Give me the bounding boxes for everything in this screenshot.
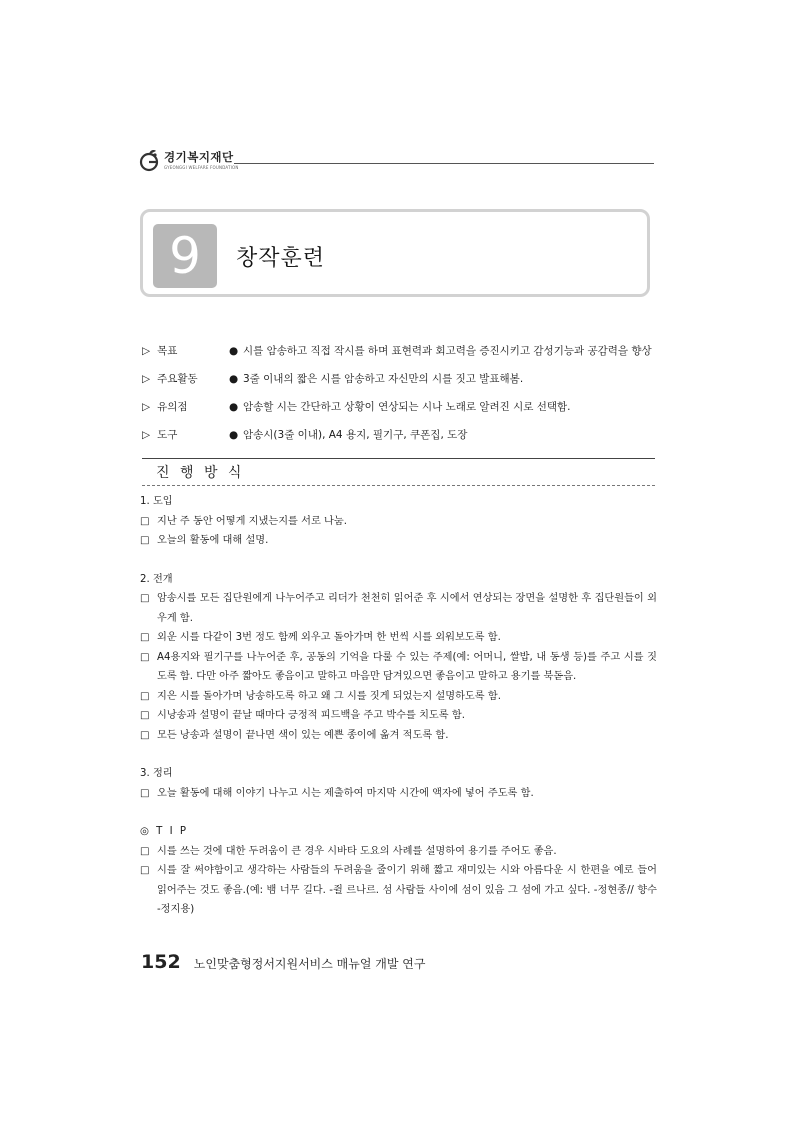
- section-dashed-rule: [142, 485, 655, 486]
- section-title: 진 행 방 식: [156, 465, 245, 481]
- triangle-marker-icon: ▷: [142, 401, 151, 413]
- list-item: □ 지은 시를 돌아가며 낭송하도록 하고 왜 그 시를 짓게 되었는지 설명하도록 함.: [140, 687, 657, 707]
- triangle-marker-icon: ▷: [142, 345, 151, 357]
- page-number: 152: [141, 951, 181, 973]
- checkbox-icon: □: [140, 865, 150, 876]
- chapter-title: 창작훈련: [236, 246, 326, 271]
- book-title: 노인맞춤형정서지원서비스 매뉴얼 개발 연구: [193, 957, 426, 971]
- checkbox-icon: □: [140, 515, 150, 527]
- bullet-icon: ●: [229, 345, 239, 357]
- checkbox-icon: □: [140, 535, 150, 546]
- summary-label: 목표: [157, 345, 178, 357]
- summary-text: 3줄 이내의 짧은 시를 암송하고 자신만의 시를 짓고 발표해봄.: [243, 373, 524, 385]
- chapter-number: 9: [153, 224, 217, 288]
- checkbox-icon: □: [140, 787, 150, 799]
- checkbox-icon: □: [140, 632, 150, 643]
- org-name: 경기복지재단: [164, 150, 234, 164]
- tip-title: ◎ T I P: [140, 826, 188, 837]
- summary-row-caution: [142, 397, 657, 417]
- checkbox-icon: □: [140, 690, 150, 702]
- triangle-marker-icon: ▷: [142, 373, 151, 385]
- summary-row-tools: [142, 425, 657, 445]
- org-subtitle: GYEONGGI WELFARE FOUNDATION: [164, 165, 239, 170]
- list-item: □ 오늘 활동에 대해 이야기 나누고 시는 제출하여 마지막 시간에 액자에 넣어 주도록 함.: [140, 784, 657, 804]
- summary-text: 시를 암송하고 직접 작시를 하며 표현력과 회고력을 증진시키고 감성기능과 공감력을 향상: [243, 345, 652, 357]
- page-header: [138, 146, 654, 176]
- bullet-icon: ●: [229, 401, 239, 413]
- procedure-body: [140, 492, 657, 920]
- list-item: □ 모든 낭송과 설명이 끝나면 색이 있는 예쁜 종이에 옮겨 적도록 함.: [140, 726, 657, 746]
- step-title: 3. 정리: [140, 768, 173, 779]
- checkbox-icon: □: [140, 729, 150, 741]
- summary-label: 주요활동: [157, 373, 198, 385]
- chapter-title-box: [140, 209, 650, 297]
- checkbox-icon: □: [140, 710, 150, 721]
- summary-row-goal: [142, 341, 657, 361]
- list-item: □ 암송시를 모든 집단원에게 나누어주고 리더가 천천히 읽어준 후 시에서 연상되는 장면을 설명한 후 집단원들이 외우게 함.: [140, 589, 657, 628]
- list-item: □ 시낭송과 설명이 끝날 때마다 긍정적 피드백을 주고 박수를 치도록 함.: [140, 706, 657, 726]
- list-item: □ 오늘의 활동에 대해 설명.: [140, 531, 657, 551]
- header-rule: [234, 163, 654, 164]
- summary-label: 도구: [157, 429, 178, 441]
- bullet-icon: ●: [229, 429, 239, 441]
- list-item: □ 지난 주 동안 어떻게 지냈는지를 서로 나눔.: [140, 512, 657, 532]
- summary-row-activity: [142, 369, 657, 389]
- foundation-logo-icon: [138, 148, 160, 172]
- list-item: □ A4용지와 필기구를 나누어준 후, 공동의 기억을 다룰 수 있는 주제(예: 어머니, 쌀밥, 내 동생 등)를 주고 시를 짓도록 함. 다만 아주 짧아도 좋음이고 말하고 마음만 담겨있으면 좋음이고 말하고 용기를 북돋음.: [140, 648, 657, 687]
- bullet-icon: ●: [229, 373, 239, 385]
- page-footer: [141, 951, 425, 973]
- checkbox-icon: □: [140, 651, 150, 663]
- step-title: 2. 전개: [140, 573, 173, 585]
- summary-label: 유의점: [157, 401, 188, 413]
- section-top-rule: [142, 458, 655, 459]
- list-item: □ 외운 시를 다같이 3번 정도 함께 외우고 돌아가며 한 번씩 시를 외워보도록 함.: [140, 628, 657, 648]
- summary-text: 암송시(3줄 이내), A4 용지, 필기구, 쿠폰집, 도장: [243, 429, 468, 441]
- summary-text: 암송할 시는 간단하고 상황이 연상되는 시나 노래로 알려진 시로 선택함.: [243, 401, 571, 413]
- step-title: 1. 도입: [140, 496, 173, 507]
- program-summary: [142, 341, 657, 453]
- triangle-marker-icon: ▷: [142, 429, 151, 441]
- checkbox-icon: □: [140, 845, 150, 857]
- tip-item: □ 시를 잘 써야함이고 생각하는 사람들의 두려움을 줄이기 위해 짧고 재미있는 시와 아름다운 시 한편을 예로 들어 읽어주는 것도 좋음.(예: 뱀 너무 길다. -쥘 르나르. 섬 사람들 사이에 섬이 있음 그 섬에 가고 싶다. -정현종// 향수 -정지용): [140, 861, 657, 920]
- checkbox-icon: □: [140, 593, 150, 604]
- tip-item: □ 시를 쓰는 것에 대한 두려움이 큰 경우 시바타 도요의 사례를 설명하여 용기를 주어도 좋음.: [140, 842, 657, 862]
